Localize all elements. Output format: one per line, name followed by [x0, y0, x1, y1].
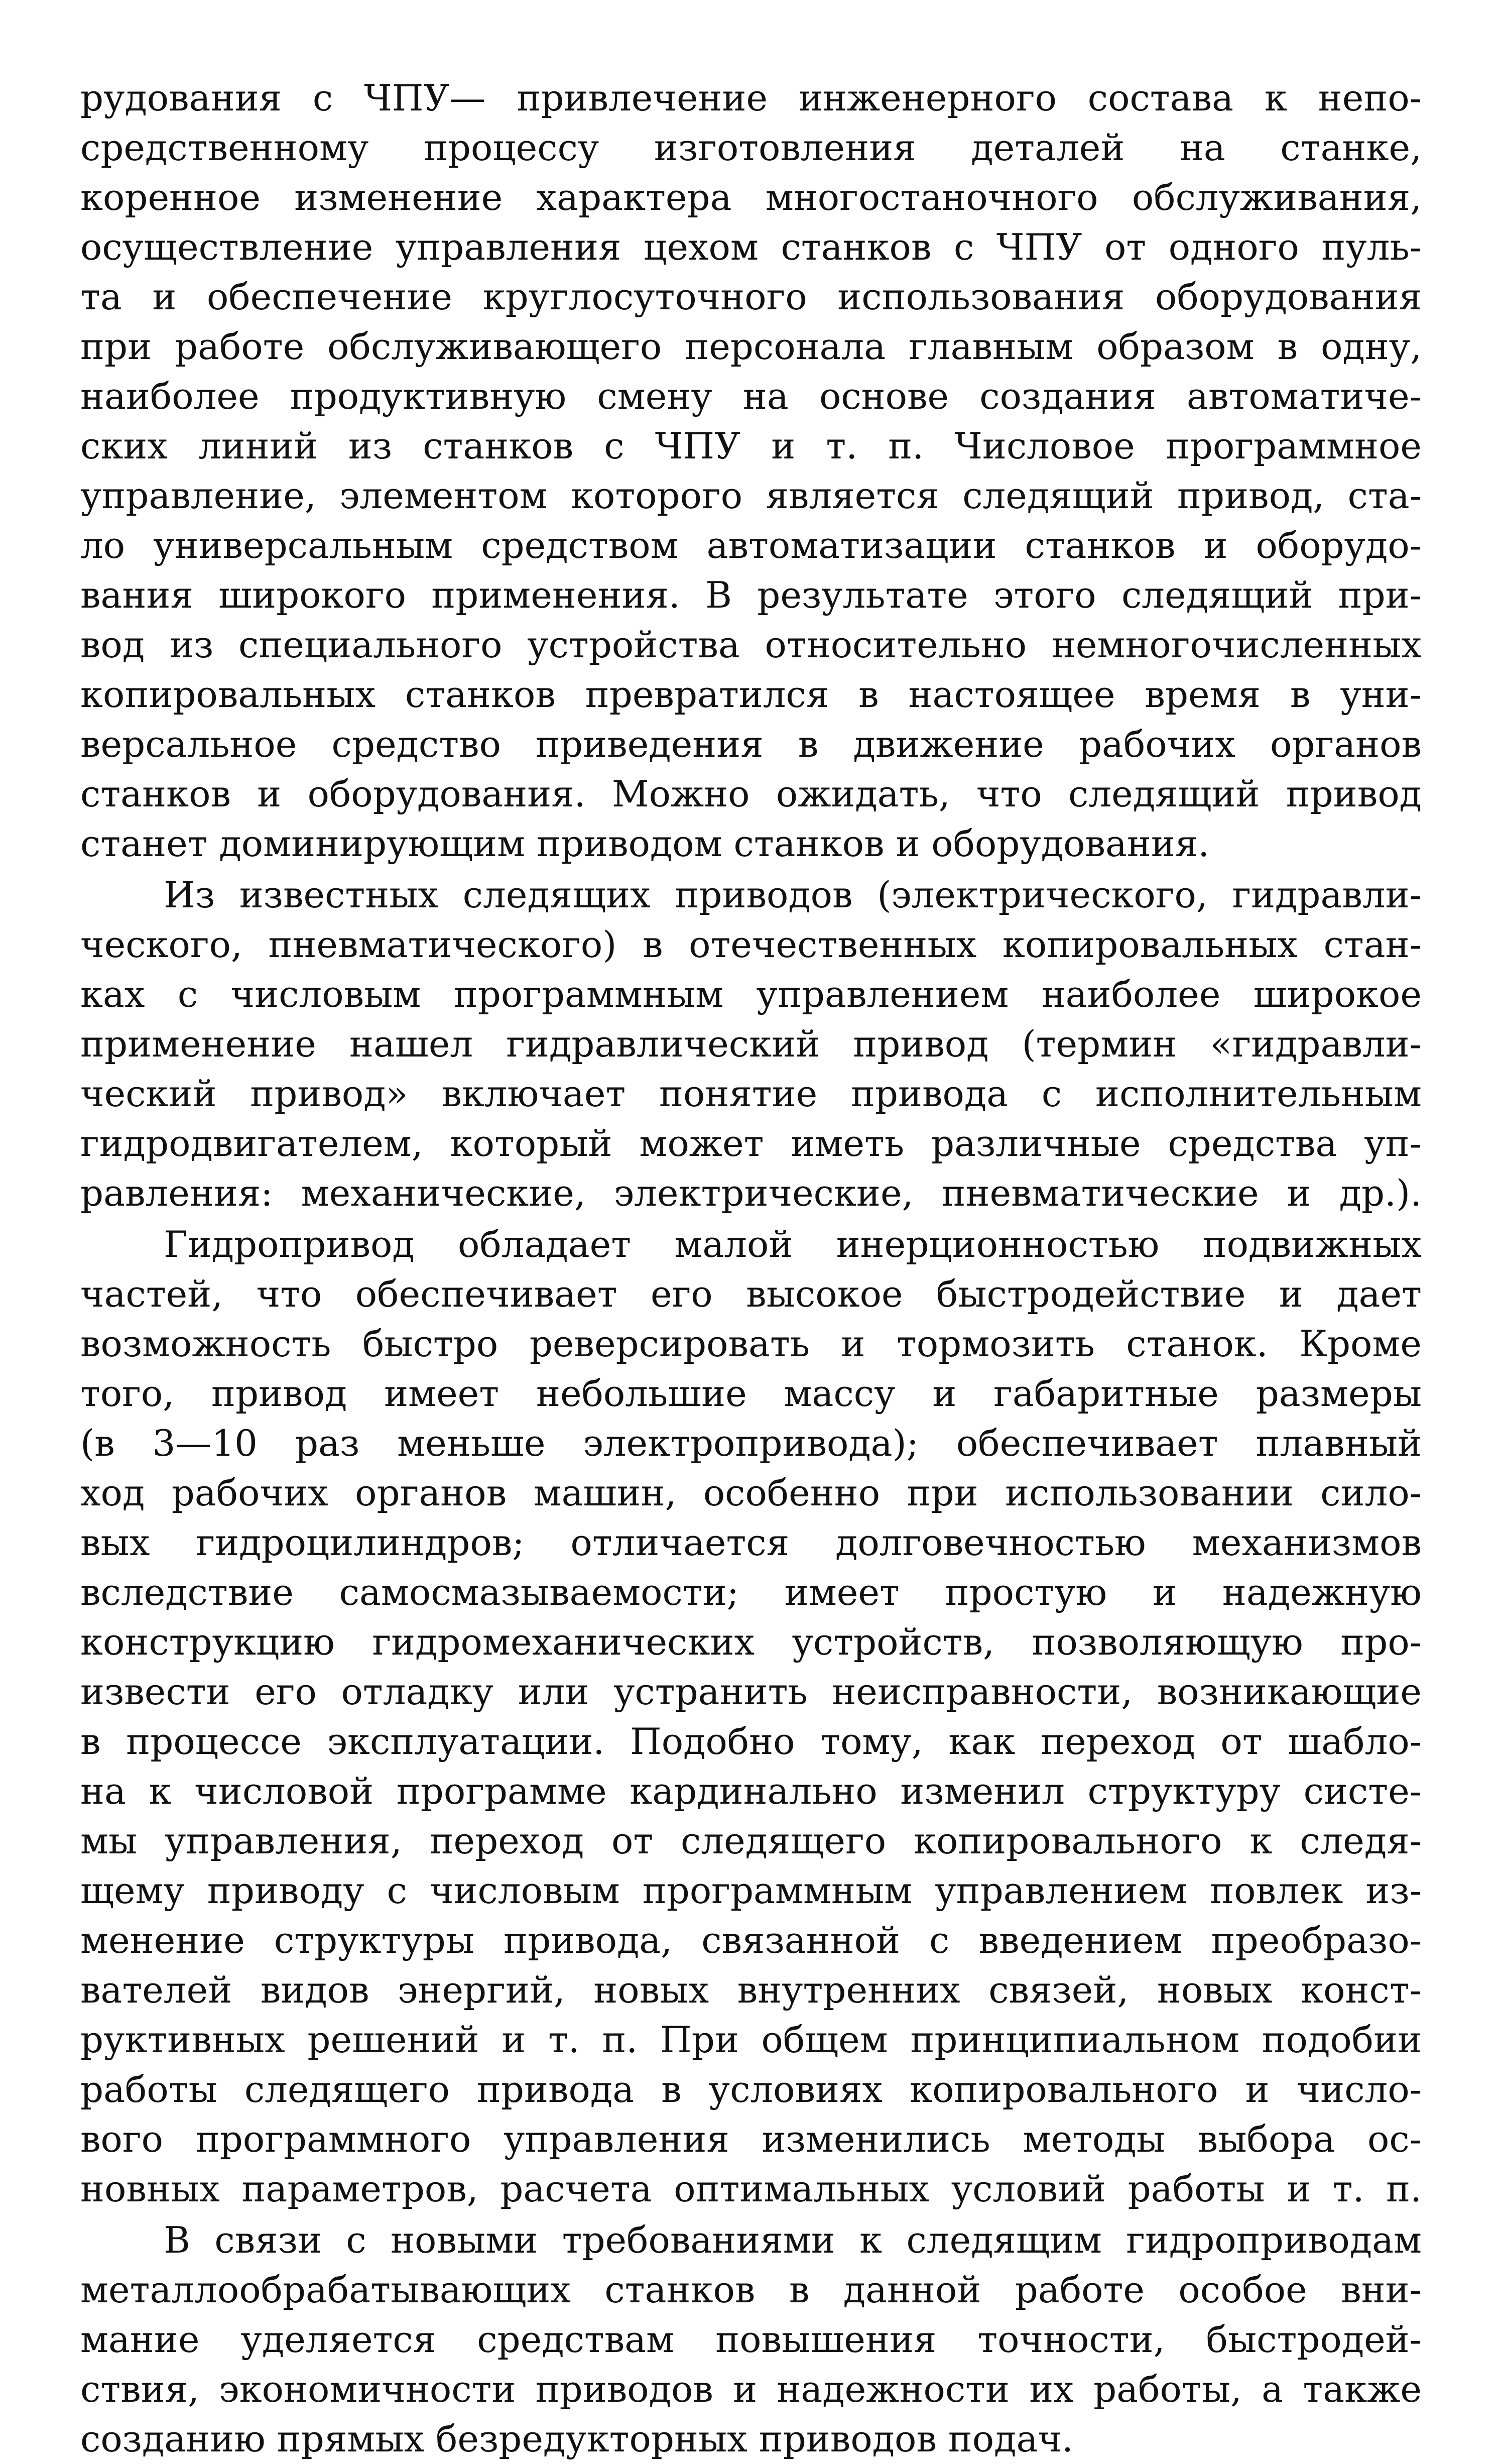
text-line: работы следящего привода в условиях копировального и число- — [80, 2068, 1422, 2110]
text-line: вследствие самосмазываемости; имеет простую и надежную — [80, 1571, 1422, 1613]
text-line: ческого, пневматического) в отечественных копировальных стан- — [80, 923, 1422, 966]
text-line: станков и оборудования. Можно ожидать, что следящий привод — [80, 773, 1422, 815]
text-line: ход рабочих органов машин, особенно при использовании сило- — [80, 1472, 1422, 1514]
text-line: на к числовой программе кардинально изменил структуру систе- — [80, 1770, 1422, 1812]
text-line: наиболее продуктивную смену на основе создания автоматиче- — [80, 375, 1422, 417]
text-line: ло универсальным средством автоматизации станков и оборудо- — [80, 524, 1422, 566]
text-line: при работе обслуживающего персонала главным образом в одну, — [80, 325, 1422, 368]
text-line: мы управления, переход от следящего копировального к следя- — [80, 1820, 1422, 1862]
text-line: управление, элементом которого является следящий привод, ста- — [80, 475, 1422, 517]
text-line: осуществление управления цехом станков с ЧПУ от одного пуль- — [80, 226, 1422, 268]
text-line: созданию прямых безредукторных приводов подач. — [80, 2418, 1073, 2460]
text-line: коренное изменение характера многостаночного обслуживания, — [80, 176, 1422, 218]
text-line: ствия, экономичности приводов и надежности их работы, а также — [80, 2368, 1422, 2410]
text-line: ских линий из станков с ЧПУ и т. п. Числовое программное — [80, 425, 1422, 467]
text-line: вания широкого применения. В результате этого следящий при- — [80, 574, 1422, 616]
text-line: ках с числовым программным управлением наиболее широкое — [80, 973, 1422, 1015]
text-line: мание уделяется средствам повышения точности, быстродей- — [80, 2318, 1422, 2361]
text-line: вых гидроцилиндров; отличается долговечностью механизмов — [80, 1521, 1422, 1564]
paragraph-1 — [80, 73, 1422, 869]
text-line: руктивных решений и т. п. При общем принципиальном подобии — [80, 2019, 1422, 2061]
text-line: возможность быстро реверсировать и тормозить станок. Кроме — [80, 1323, 1422, 1365]
text-line: гидродвигателем, который может иметь различные средства уп- — [80, 1122, 1422, 1164]
text-line: вод из специального устройства относительно немногочисленных — [80, 624, 1422, 666]
text-line: версальное средство приведения в движение рабочих органов — [80, 723, 1422, 765]
text-line: вателей видов энергий, новых внутренних связей, новых конст- — [80, 1969, 1422, 2011]
text-line: металлообрабатывающих станков в данной работе особое вни- — [80, 2269, 1422, 2311]
text-line: частей, что обеспечивает его высокое быстродействие и дает — [80, 1273, 1422, 1315]
text-line: новных параметров, расчета оптимальных условий работы и т. п. — [80, 2168, 1422, 2210]
paragraph-4 — [80, 2215, 1422, 2464]
text-line: В связи с новыми требованиями к следящим гидроприводам — [164, 2219, 1422, 2261]
text-line: щему приводу с числовым программным управлением повлек из- — [80, 1869, 1422, 1912]
text-line: средственному процессу изготовления деталей на станке, — [80, 127, 1422, 169]
text-line: менение структуры привода, связанной с введением преобразо- — [80, 1919, 1422, 1961]
text-line: в процессе эксплуатации. Подобно тому, как переход от шабло- — [80, 1720, 1422, 1763]
text-line: Из известных следящих приводов (электрического, гидравли- — [164, 874, 1422, 916]
paragraph-3 — [80, 1220, 1422, 2214]
text-line: станет доминирующим приводом станков и оборудования. — [80, 823, 1210, 865]
text-line: та и обеспечение круглосуточного использования оборудования — [80, 276, 1422, 318]
text-line: копировальных станков превратился в настоящее время в уни- — [80, 673, 1422, 716]
text-line: того, привод имеет небольшие массу и габаритные размеры — [80, 1372, 1422, 1415]
text-line: рудования с ЧПУ— привлечение инженерного состава к непо- — [80, 77, 1422, 119]
text-line: Гидропривод обладает малой инерционностью подвижных — [164, 1223, 1422, 1265]
paragraph-2 — [80, 870, 1422, 1218]
text-line: вого программного управления изменились методы выбора ос- — [80, 2118, 1422, 2160]
text-line: ческий привод» включает понятие привода с исполнительным — [80, 1073, 1422, 1115]
text-line: равления: механические, электрические, пневматические и др.). — [80, 1172, 1422, 1214]
text-line: применение нашел гидравлический привод (термин «гидравли- — [80, 1023, 1422, 1065]
text-line: извести его отладку или устранить неисправности, возникающие — [80, 1671, 1422, 1713]
text-line: конструкцию гидромеханических устройств, позволяющую про- — [80, 1621, 1422, 1663]
text-line: (в 3—10 раз меньше электропривода); обеспечивает плавный — [80, 1422, 1422, 1464]
